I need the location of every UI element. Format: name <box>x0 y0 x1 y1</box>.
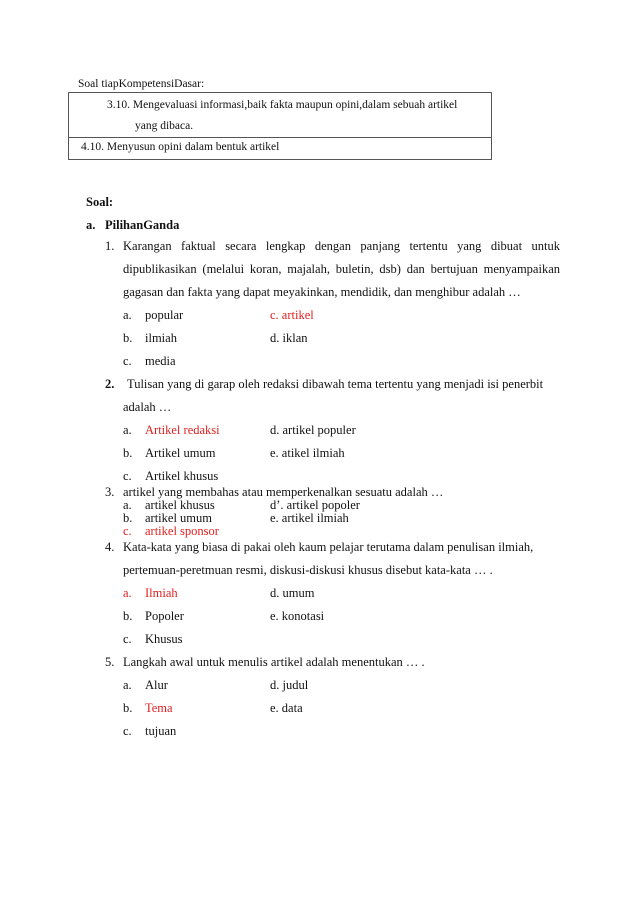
option-text: Artikel khusus <box>145 469 219 483</box>
question-number: 4. <box>105 540 115 554</box>
option-marker-answer: c. <box>123 524 132 538</box>
question-number: 1. <box>105 239 115 253</box>
section-title: PilihanGanda <box>105 218 180 232</box>
option-text-answer: Tema <box>145 701 173 715</box>
option-text: e. artikel ilmiah <box>270 511 349 525</box>
option-text: Alur <box>145 678 168 692</box>
option-marker: a. <box>123 498 132 512</box>
option-text: artikel khusus <box>145 498 215 512</box>
option-text: popular <box>145 308 184 322</box>
question-text: Langkah awal untuk menulis artikel adalah menentukan … . <box>123 655 425 669</box>
option-marker: a. <box>123 423 132 437</box>
option-text: d. judul <box>270 678 309 692</box>
question-text: Tulisan yang di garap oleh redaksi dibawah tema tertentu yang menjadi isi penerbit <box>127 377 544 391</box>
option-text: Popoler <box>145 609 184 623</box>
question-number: 3. <box>105 485 115 499</box>
question-text: adalah … <box>123 400 172 414</box>
option-text: ilmiah <box>145 331 177 345</box>
option-marker: b. <box>123 511 133 525</box>
option-text: e. atikel ilmiah <box>270 446 345 460</box>
option-marker: b. <box>123 701 133 715</box>
option-text: d. artikel populer <box>270 423 356 437</box>
option-marker: c. <box>123 469 132 483</box>
option-text: d. iklan <box>270 331 308 345</box>
option-text: d’. artikel popoler <box>270 498 360 512</box>
option-marker-answer: a. <box>123 586 132 600</box>
question-text: Kata-kata yang biasa di pakai oleh kaum pelajar terutama dalam penulisan ilmiah, <box>123 540 534 554</box>
option-text-answer: Artikel redaksi <box>145 423 220 437</box>
option-text: Artikel umum <box>145 446 216 460</box>
question-text: dipublikasikan (melalui koran, majalah, buletin, dsb) dan bertujuan menyampaikan <box>123 262 560 276</box>
option-marker: c. <box>123 724 132 738</box>
option-marker: b. <box>123 331 133 345</box>
kd-item-3-10-line2: yang dibaca. <box>135 120 194 132</box>
option-text-answer: c. artikel <box>270 308 314 322</box>
question-number: 2. <box>105 377 115 391</box>
kd-item-4-10: 4.10. Menyusun opini dalam bentuk artikel <box>81 141 280 153</box>
option-text-answer: artikel sponsor <box>145 524 219 538</box>
option-marker: b. <box>123 446 133 460</box>
option-text: artikel umum <box>145 511 212 525</box>
option-text: e. konotasi <box>270 609 325 623</box>
option-text-answer: Ilmiah <box>145 586 178 600</box>
option-marker: a. <box>123 308 132 322</box>
option-marker: c. <box>123 632 132 646</box>
option-marker: a. <box>123 678 132 692</box>
option-marker: b. <box>123 609 133 623</box>
option-text: tujuan <box>145 724 177 738</box>
question-number: 5. <box>105 655 115 669</box>
question-text: Karangan faktual secara lengkap dengan panjang tertentu yang dibuat untuk <box>123 239 560 253</box>
kd-heading: Soal tiapKompetensiDasar: <box>78 78 205 90</box>
question-text: artikel yang membahas atau memperkenalkan sesuatu adalah … <box>123 485 444 499</box>
question-text: gagasan dan fakta yang dapat meyakinkan, mendidik, dan menghibur adalah … <box>123 285 521 299</box>
section-marker: a. <box>86 218 96 232</box>
soal-label: Soal: <box>86 195 114 209</box>
option-text: media <box>145 354 176 368</box>
option-text: Khusus <box>145 632 183 646</box>
option-text: d. umum <box>270 586 315 600</box>
option-text: e. data <box>270 701 303 715</box>
question-text: pertemuan-peretmuan resmi, diskusi-diskusi khusus disebut kata-kata … . <box>123 563 493 577</box>
kd-item-3-10-line1: 3.10. Mengevaluasi informasi,baik fakta maupun opini,dalam sebuah artikel <box>107 99 458 111</box>
option-marker: c. <box>123 354 132 368</box>
kd-table-divider <box>68 137 492 138</box>
